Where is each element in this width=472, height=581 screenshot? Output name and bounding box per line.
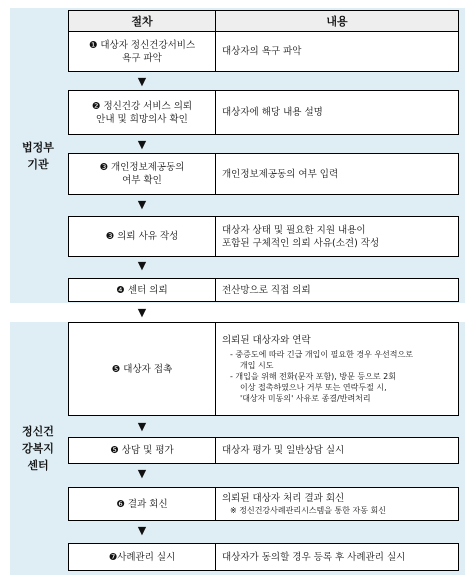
step-6-content-sub-3: - 개입을 위해 전화(문자 포함), 방문 등으로 2회 [230, 372, 396, 381]
step-6-content-main: 의뢰된 대상자와 연락 [222, 335, 311, 346]
step-8-content [215, 487, 459, 521]
arrow-down-icon: ▼ [137, 198, 147, 211]
step-7-title: ❺ 상담 및 평가 [68, 437, 216, 464]
header-step: 절차 [68, 10, 216, 32]
step-6-content-sub-5: '대상자 미동의' 사유로 종결/반려처리 [240, 394, 371, 403]
step-7-content: 대상자 평가 및 일반상담 실시 [215, 437, 459, 464]
step-8-title: ❻ 결과 회신 [68, 487, 216, 521]
step-4-content [215, 216, 459, 257]
step-8-content-note: ※ 정신건강사례관리시스템을 통한 자동 회신 [230, 506, 386, 515]
arrow-down-icon: ▼ [137, 467, 147, 480]
step-3-content: 개인정보제공동의 여부 입력 [215, 153, 459, 195]
step-6-content [215, 322, 459, 416]
arrow-down-icon: ▼ [137, 75, 147, 88]
step-6-content-sub-2: 개입 시도 [240, 361, 274, 370]
arrow-down-icon: ▼ [137, 259, 147, 272]
step-9-title: ❼사례관리 실시 [68, 543, 216, 571]
step-6-content-sub-1: - 중증도에 따라 긴급 개입이 필요한 경우 우선적으로 [230, 350, 413, 359]
section-label-legal-agency: 법정부 기관 [22, 140, 54, 171]
step-9-content: 대상자가 동의할 경우 등록 후 사례관리 실시 [215, 543, 459, 571]
step-5-content: 전산망으로 직접 의뢰 [215, 278, 459, 302]
arrow-down-icon: ▼ [137, 420, 147, 433]
step-1-title: ❶ 대상자 정신건강서비스 욕구 파악 [68, 31, 216, 72]
section-label-mental-health-center: 정신건 강복지 센터 [22, 425, 54, 472]
step-2-content: 대상자에 해당 내용 설명 [215, 90, 459, 135]
step-2-title: ❷ 정신건강 서비스 의뢰 안내 및 희망의사 확인 [68, 90, 216, 135]
step-6-title: ❺ 대상자 접촉 [68, 322, 216, 416]
step-6-content-sub-4: 이상 접촉하였으나 거부 또는 연락두절 시, [240, 383, 387, 392]
step-3-title: ❸ 개인정보제공동의 여부 확인 [68, 153, 216, 195]
step-8-content-main: 의뢰된 대상자 처리 결과 회신 [222, 493, 345, 504]
step-4-content-line-1: 대상자 상태 및 필요한 지원 내용이 [222, 224, 366, 236]
step-1-content: 대상자의 욕구 파악 [215, 31, 459, 72]
step-5-title: ❹ 센터 의뢰 [68, 278, 216, 302]
header-content: 내용 [215, 10, 459, 32]
arrow-down-icon: ▼ [137, 524, 147, 537]
arrow-down-icon: ▼ [137, 138, 147, 151]
step-4-title: ❸ 의뢰 사유 작성 [68, 216, 216, 257]
step-4-content-line-2: 포함된 구체적인 의뢰 사유(소견) 작성 [222, 237, 380, 249]
arrow-down-icon: ▼ [137, 306, 147, 319]
